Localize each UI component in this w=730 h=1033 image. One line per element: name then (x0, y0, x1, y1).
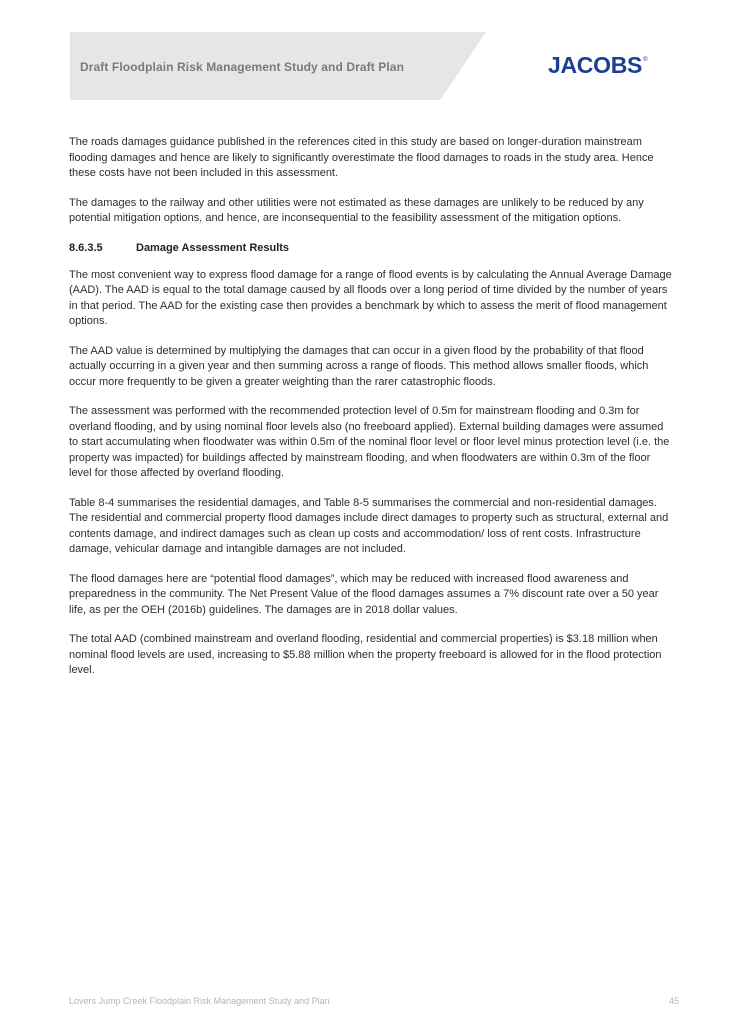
footer-page-number: 45 (668, 996, 679, 1006)
paragraph-assessment: The assessment was performed with the recommended protection level of 0.5m for mainstream flooding and 0.3m for overland flooding, and by using nominal floor levels also (no freeboard applied). External building damages were assumed to start accumulating when floodwater was within 0.5m of the nominal floor level or floor level minus protection level (i.e. the property was impacted) for buildings affected by mainstream flooding, and when floodwaters are within 0.3m of the floor level for those affected by overland flooding. (69, 405, 670, 479)
logo-registered-mark: ® (643, 57, 648, 63)
jacobs-logo (548, 54, 647, 77)
section-heading (69, 241, 675, 256)
paragraph-aad-method: The AAD value is determined by multiplying the damages that can occur in a given flood by the probability of that flood actually occurring in a given year and then summing across a range of floods. This method allows smaller floods, which occur more frequently to be given a greater weighting than the rarer catastrophic floods. (69, 344, 649, 388)
footer-document-name: Lovers Jump Creek Floodplain Risk Management Study and Plan (69, 996, 330, 1006)
paragraph-potential-damages: The flood damages here are “potential flood damages”, which may be reduced with increased flood awareness and preparedness in the community. The Net Present Value of the flood damages assumes a 7% discount rate over a 50 year life, as per the OEH (2016b) guidelines. The damages are in 2018 dollar values. (69, 572, 659, 616)
page-body (69, 135, 675, 693)
paragraph-total-aad: The total AAD (combined mainstream and overland flooding, residential and commercial properties) is $3.18 million when nominal flood levels are used, increasing to $5.88 million when the property freeboard is allowed for in the flood protection level. (69, 633, 662, 676)
section-title: Damage Assessment Results (136, 241, 290, 254)
header-title: Draft Floodplain Risk Management Study and Draft Plan (80, 60, 405, 74)
logo-text: JACOBS (548, 52, 643, 78)
paragraph-roads-damages: The roads damages guidance published in the references cited in this study are based on longer-duration mainstream flooding damages and hence are likely to significantly overestimate the flood damages to roads in the study area. Hence these costs have not been included in this assessment. (69, 136, 654, 179)
paragraph-aad-definition: The most convenient way to express flood damage for a range of flood events is by calculating the Annual Average Damage (AAD). The AAD is equal to the total damage caused by all floods over a long period of time divided by the number of years in that period. The AAD for the existing case then provides a benchmark by which to assess the merit of flood management options. (69, 268, 672, 327)
paragraph-railway-damages: The damages to the railway and other utilities were not estimated as these damages are unlikely to be reduced by any potential mitigation options, and hence, are inconsequential to the feasibility assessment of the mitigation options. (69, 196, 644, 224)
section-number: 8.6.3.5 (69, 241, 103, 254)
paragraph-tables-summary: Table 8-4 summarises the residential damages, and Table 8-5 summarises the commercial and non-residential damages. The residential and commercial property flood damages include direct damages to property such as structural, external and contents damage, and indirect damages such as clean up costs and accommodation/ loss of rent costs. Infrastructure damage, vehicular damage and intangible damages are not included. (69, 496, 669, 555)
